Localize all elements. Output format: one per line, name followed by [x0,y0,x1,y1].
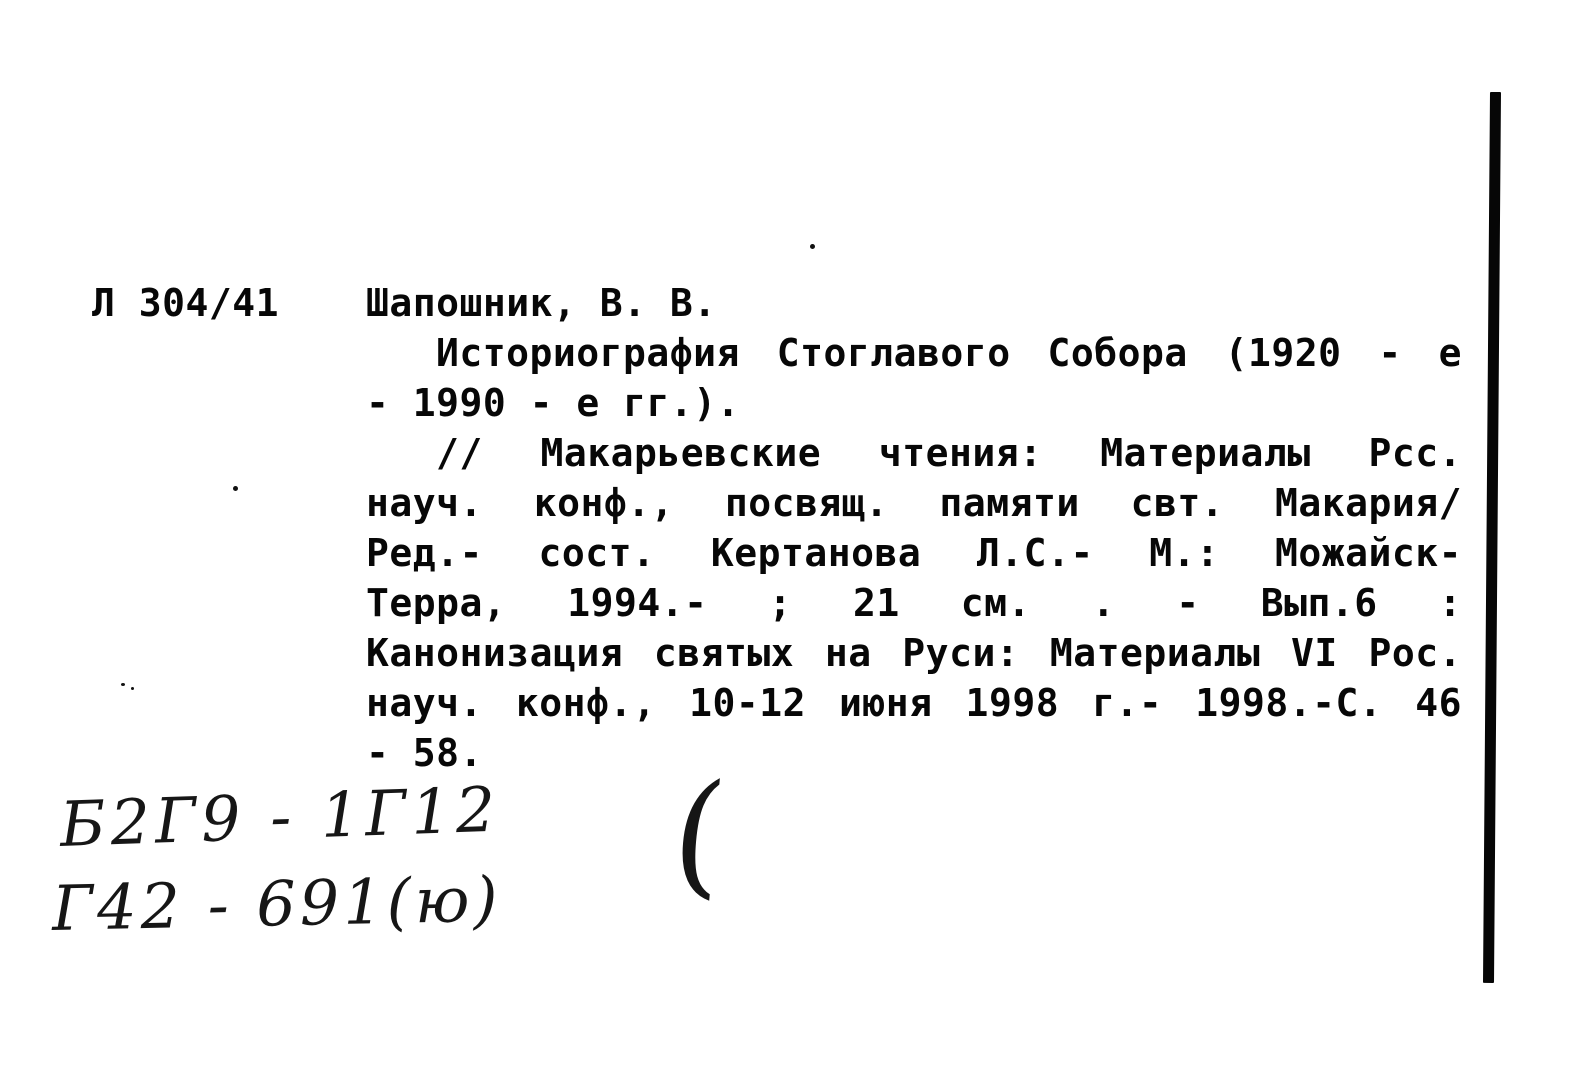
handwritten-shelfmark-1: Б2Г9 - 1Г12 [58,772,502,861]
bib-line: // Макарьевские чтения: Материалы Рсс. [436,431,1462,475]
scan-speck [121,683,125,686]
bibliographic-entry [366,278,1462,778]
bib-line: Терра, 1994.- ; 21 см. . - Вып.6 : [366,581,1462,625]
bib-line: науч. конф., 10-12 июня 1998 г.- 1998.-С. 46 [366,681,1462,725]
bib-lines-container [366,328,1462,778]
bib-line: Историография Стоглавого Собора (1920 - е [436,331,1462,375]
handwritten-shelfmark-2: Г42 - 691(ю) [51,862,503,945]
scan-speck [131,687,134,690]
bib-line: Ред.- сост. Кертанова Л.С.- М.: Можайск- [366,531,1462,575]
bib-line: - 1990 - е гг.). [366,381,741,425]
call-number: Л 304/41 [92,281,280,325]
bib-line: науч. конф., посвящ. памяти свт. Макария/ [366,481,1462,525]
author-line: Шапошник, В. В. [366,281,717,325]
scan-speck [233,486,238,491]
scan-edge-bar [1483,92,1501,983]
bib-line: - 58. [366,731,483,775]
bib-line: Канонизация святых на Руси: Материалы VI Рос. [366,631,1462,675]
handwritten-paren-mark: ( [664,756,732,916]
scan-speck [810,244,815,249]
